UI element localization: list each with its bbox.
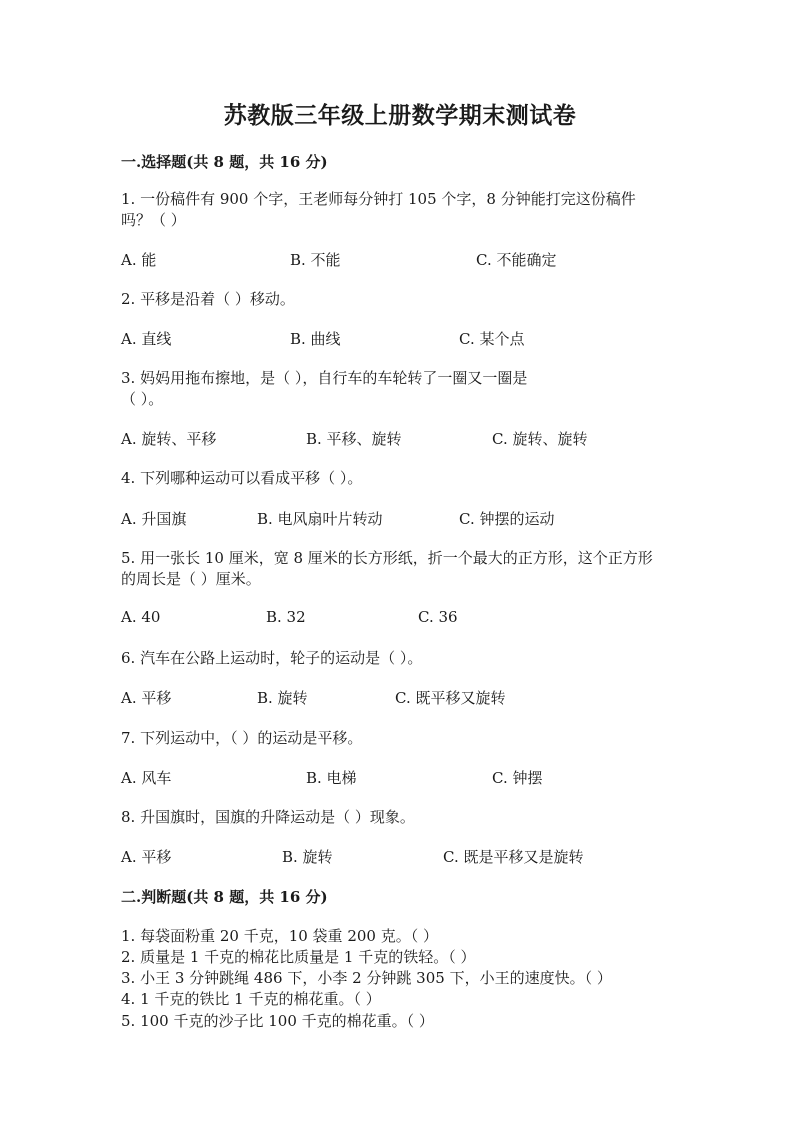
question-5-option-c[interactable]: C. 36 — [418, 608, 458, 626]
question-1-option-a[interactable]: A. 能 — [121, 251, 157, 269]
question-7-option-c[interactable]: C. 钟摆 — [492, 769, 543, 787]
question-4-option-c[interactable]: C. 钟摆的运动 — [459, 510, 555, 528]
question-3-option-b[interactable]: B. 平移、旋转 — [306, 430, 402, 448]
question-6-option-c[interactable]: C. 既平移又旋转 — [395, 689, 506, 707]
question-1-option-b[interactable]: B. 不能 — [290, 251, 341, 269]
judgement-item-2: 2. 质量是 1 千克的棉花比质量是 1 千克的铁轻。（ ） — [121, 948, 476, 966]
question-6-option-b[interactable]: B. 旋转 — [257, 689, 308, 707]
page-title: 苏教版三年级上册数学期末测试卷 — [223, 102, 577, 129]
section-heading-judgement: 二.判断题(共 8 题，共 16 分) — [121, 888, 328, 906]
question-6-option-a[interactable]: A. 平移 — [121, 689, 172, 707]
question-1-line-2: 吗？（ ） — [121, 211, 186, 229]
question-5-option-a[interactable]: A. 40 — [121, 608, 161, 626]
question-4-line-1: 4. 下列哪种运动可以看成平移（ ）。 — [121, 469, 363, 487]
section-heading-choice: 一.选择题(共 8 题，共 16 分) — [121, 153, 328, 171]
question-4-option-b[interactable]: B. 电风扇叶片转动 — [257, 510, 383, 528]
judgement-item-1: 1. 每袋面粉重 20 千克，10 袋重 200 克。（ ） — [121, 927, 438, 945]
question-3-option-c[interactable]: C. 旋转、旋转 — [492, 430, 588, 448]
judgement-item-4: 4. 1 千克的铁比 1 千克的棉花重。（ ） — [121, 990, 381, 1008]
question-8-option-a[interactable]: A. 平移 — [121, 848, 172, 866]
question-5-line-1: 5. 用一张长 10 厘米，宽 8 厘米的长方形纸，折一个最大的正方形，这个正方形 — [121, 549, 653, 567]
question-3-line-1: 3. 妈妈用拖布擦地，是（ ），自行车的车轮转了一圈又一圈是 — [121, 369, 528, 387]
question-3-line-2: （ ）。 — [121, 390, 164, 408]
question-8-option-c[interactable]: C. 既是平移又是旋转 — [443, 848, 584, 866]
question-6-line-1: 6. 汽车在公路上运动时，轮子的运动是（ ）。 — [121, 649, 423, 667]
judgement-item-3: 3. 小王 3 分钟跳绳 486 下，小李 2 分钟跳 305 下，小王的速度快。（ ） — [121, 969, 612, 987]
question-7-line-1: 7. 下列运动中，（ ）的运动是平移。 — [121, 729, 363, 747]
question-1-line-1: 1. 一份稿件有 900 个字，王老师每分钟打 105 个字，8 分钟能打完这份稿件 — [121, 190, 636, 208]
question-2-line-1: 2. 平移是沿着（ ）移动。 — [121, 290, 295, 308]
question-2-option-b[interactable]: B. 曲线 — [290, 330, 341, 348]
question-7-option-a[interactable]: A. 风车 — [121, 769, 172, 787]
question-2-option-a[interactable]: A. 直线 — [121, 330, 172, 348]
question-3-option-a[interactable]: A. 旋转、平移 — [121, 430, 217, 448]
judgement-item-5: 5. 100 千克的沙子比 100 千克的棉花重。（ ） — [121, 1012, 434, 1030]
question-5-line-2: 的周长是（ ）厘米。 — [121, 570, 261, 588]
question-8-line-1: 8. 升国旗时，国旗的升降运动是（ ）现象。 — [121, 808, 415, 826]
question-5-option-b[interactable]: B. 32 — [266, 608, 306, 626]
question-1-option-c[interactable]: C. 不能确定 — [476, 251, 557, 269]
question-7-option-b[interactable]: B. 电梯 — [306, 769, 357, 787]
question-8-option-b[interactable]: B. 旋转 — [282, 848, 333, 866]
question-2-option-c[interactable]: C. 某个点 — [459, 330, 525, 348]
question-4-option-a[interactable]: A. 升国旗 — [121, 510, 187, 528]
